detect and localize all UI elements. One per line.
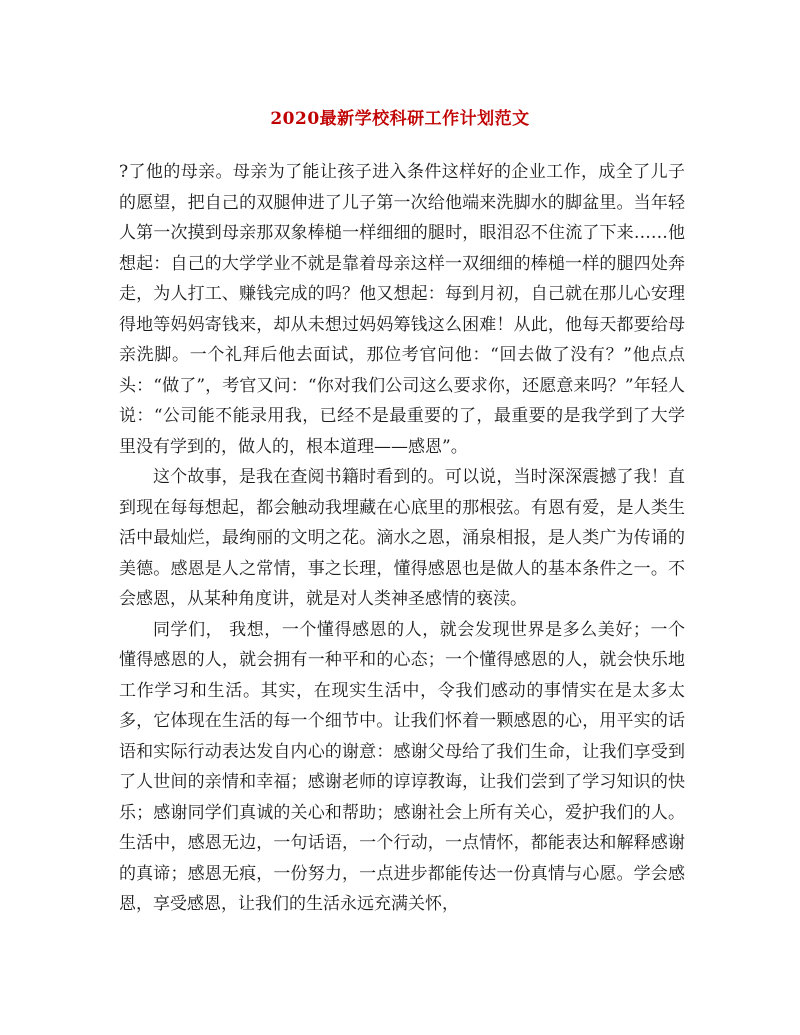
document-body <box>119 157 685 920</box>
paragraph-story-reflection: 这个故事，是我在查阅书籍时看到的。可以说，当时深深震撼了我！直到现在每每想起，都会触动我埋藏在心底里的那根弦。有恩有爱，是人类生活中最灿烂，最绚丽的文明之花。滴水之恩，涌泉相报，是人类广为传诵的美德。感恩是人之常情，事之长理，懂得感恩也是做人的基本条件之一。不会感恩，从某种角度讲，就是对人类神圣感情的亵渎。 <box>119 467 685 609</box>
paragraph-story-ending: ?了他的母亲。母亲为了能让孩子进入条件这样好的企业工作，成全了儿子的愿望，把自己的双腿伸进了儿子第一次给他端来洗脚水的脚盆里。当年轻人第一次摸到母亲那双象棒槌一样细细的腿时，眼泪忍不住流了下来……他想起：自己的大学学业不就是靠着母亲这样一双细细的棒槌一样的腿四处奔走，为人打工、赚钱完成的吗？他又想起：每到月初，自己就在那儿心安理得地等妈妈寄钱来，却从未想过妈妈筹钱这么困难！从此，他每天都要给母亲洗脚。一个礼拜后他去面试，那位考官问他：“回去做了没有？”他点点头：“做了”，考官又问：“你对我们公司这么要求你，还愿意来吗？”年轻人说：“公司能不能录用我，已经不是最重要的了，最重要的是我学到了大学里没有学到的，做人的，根本道理——感恩”。 <box>119 162 685 457</box>
document-title: 2020最新学校科研工作计划范文 <box>270 109 530 129</box>
paragraph-gratitude-appeal: 同学们， 我想，一个懂得感恩的人，就会发现世界是多么美好；一个懂得感恩的人，就会拥有一种平和的心态；一个懂得感恩的人，就会快乐地工作学习和生活。其实，在现实生活中，令我们感动的事情实在是太多太多，它体现在生活的每一个细节中。让我们怀着一颗感恩的心，用平实的话语和实际行动表达发自内心的谢意：感谢父母给了我们生命，让我们享受到了人世间的亲情和幸福；感谢老师的谆谆教诲，让我们尝到了学习知识的快乐；感谢同学们真诚的关心和帮助；感谢社会上所有关心，爱护我们的人。生活中，感恩无边，一句话语，一个行动，一点情怀，都能表达和解释感谢的真谛；感恩无痕，一份努力，一点进步都能传达一份真情与心愿。学会感恩，享受感恩，让我们的生活永远充满关怀， <box>119 619 685 914</box>
